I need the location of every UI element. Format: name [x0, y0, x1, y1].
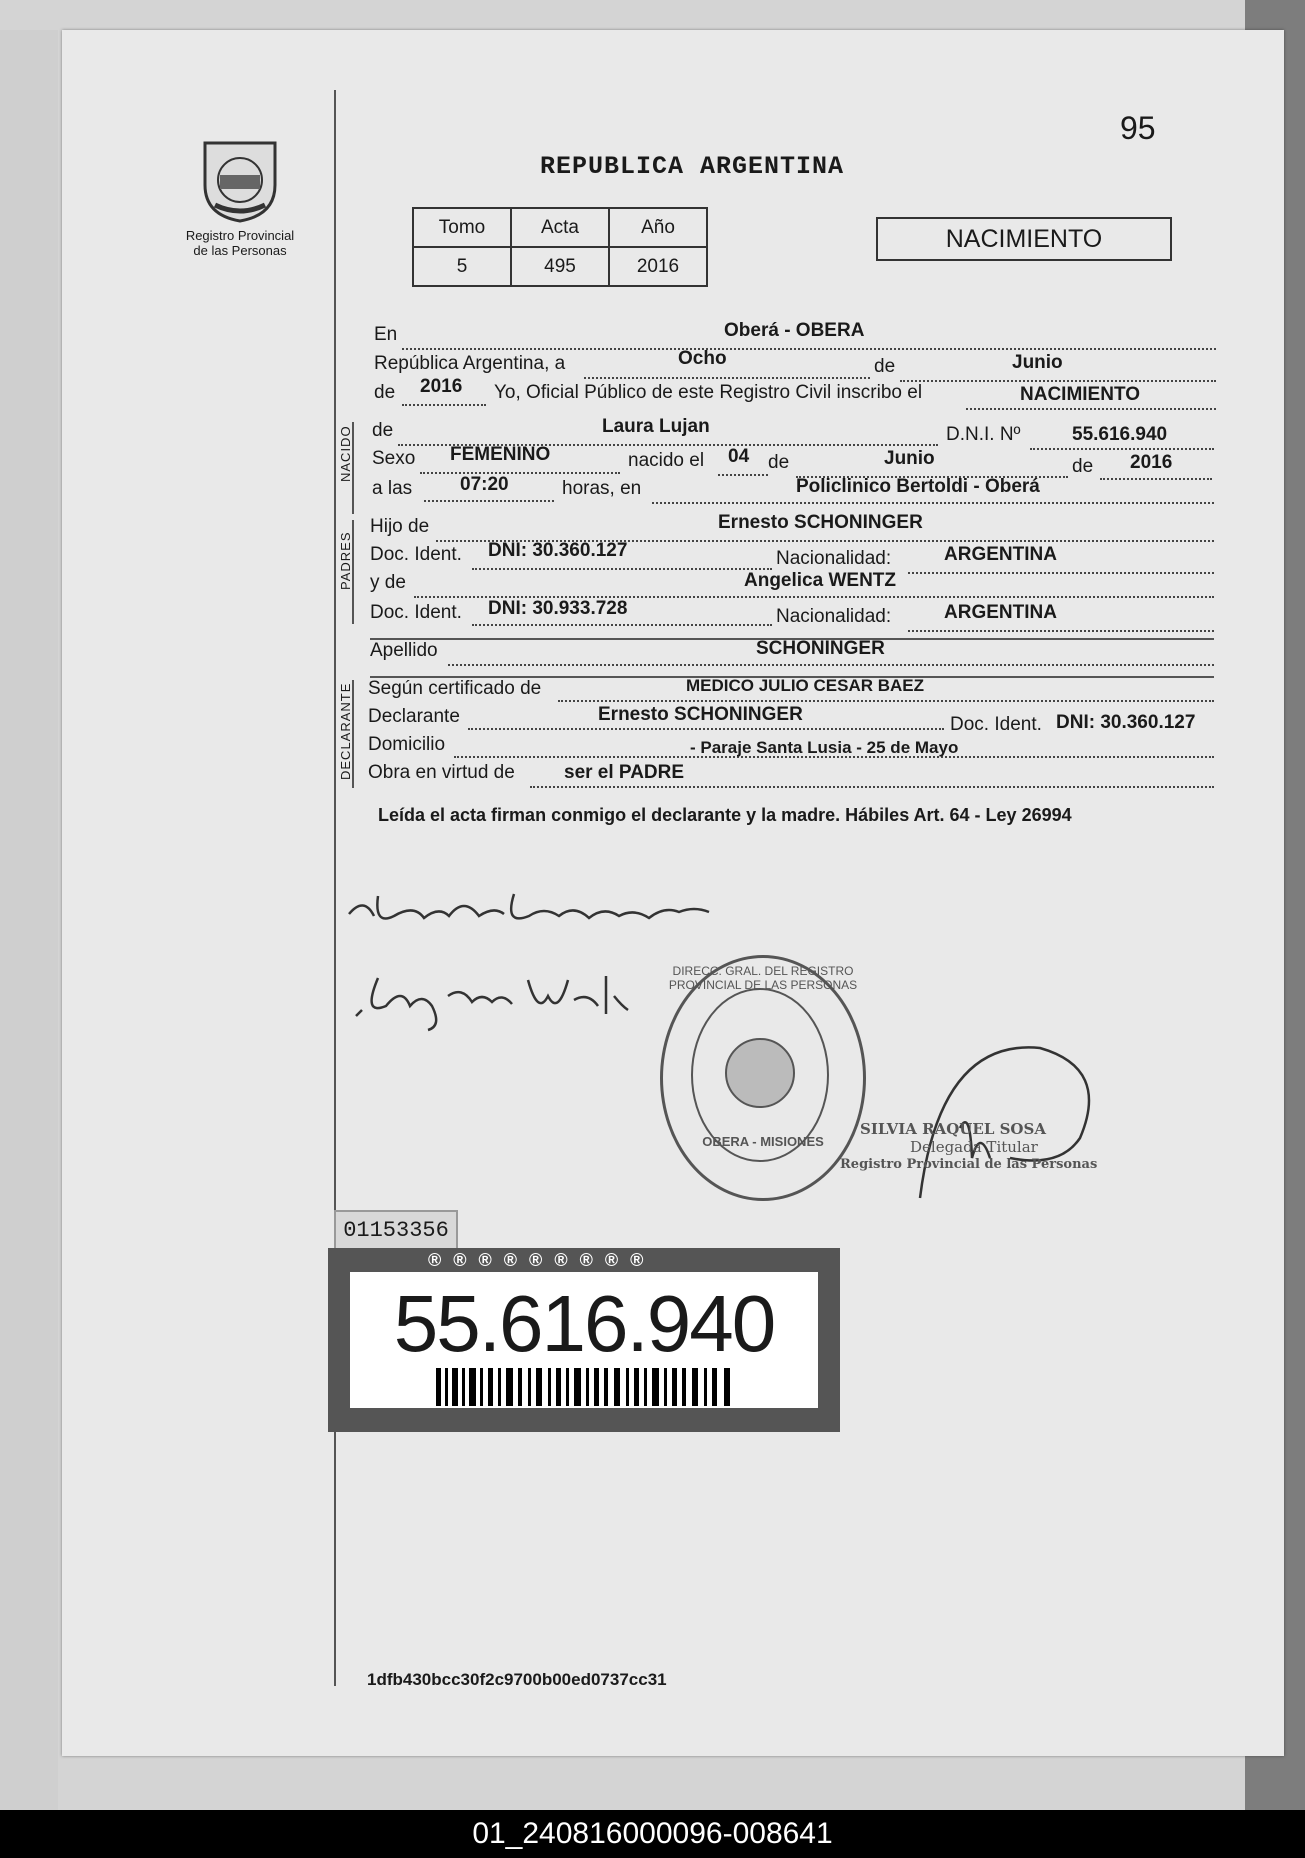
dni-label: D.N.I. Nº — [946, 424, 1021, 445]
registry-table — [412, 207, 708, 287]
dotted-line — [1030, 448, 1214, 450]
declarant-name: Ernesto SCHONINGER — [598, 704, 803, 725]
dotted-line — [530, 786, 1214, 788]
dotted-line — [900, 380, 1216, 382]
underlying-page-edge — [0, 30, 58, 1810]
dotted-line — [558, 700, 1214, 702]
sexo-value: FEMENINO — [450, 444, 551, 465]
document-title: REPUBLICA ARGENTINA — [540, 152, 845, 181]
tomo-value: 5 — [413, 247, 511, 286]
republica-label: República Argentina, a — [374, 353, 566, 374]
birth-place: Policlinico Bertoldi - Oberá — [796, 476, 1040, 497]
doc-label: Doc. Ident. — [370, 544, 462, 565]
birth-day: 04 — [728, 446, 750, 467]
dotted-line — [908, 572, 1214, 574]
father-doc: DNI: 30.360.127 — [488, 540, 628, 561]
serial-number: 01153356 — [334, 1210, 458, 1252]
dom-label: Domicilio — [368, 734, 446, 755]
doc-label: Doc. Ident. — [950, 714, 1042, 735]
stamp-center-text: OBERA - MISIONES — [702, 1134, 824, 1149]
mother-doc: DNI: 30.933.728 — [488, 598, 628, 619]
horas-label: horas, en — [562, 478, 642, 499]
birth-year: 2016 — [1130, 452, 1173, 473]
birth-time: 07:20 — [460, 474, 509, 495]
dotted-line — [652, 502, 1214, 504]
dotted-line — [472, 568, 772, 570]
dotted-line — [908, 630, 1214, 632]
anio-header: Año — [609, 208, 707, 247]
margin-line — [334, 90, 336, 1686]
dotted-line — [1100, 478, 1212, 480]
de-label: de — [768, 452, 790, 473]
barcode-card — [350, 1272, 818, 1408]
anio-value: 2016 — [609, 247, 707, 286]
cert-label: Según certificado de — [368, 678, 542, 699]
barcode-dni: 55.616.940 — [393, 1279, 775, 1368]
apellido-value: SCHONINGER — [756, 638, 885, 659]
oficial-text: Yo, Oficial Público de este Registro Civil inscribo el — [494, 382, 923, 403]
record-value: NACIMIENTO — [1020, 384, 1140, 405]
acta-value: 495 — [511, 247, 609, 286]
document-hash: 1dfb430bcc30f2c9700b00ed0737cc31 — [367, 1670, 667, 1689]
registry-logo — [180, 135, 300, 258]
dotted-line — [448, 664, 1214, 666]
scan-footer-id: 01_240816000096-008641 — [0, 1810, 1305, 1858]
dotted-line — [424, 500, 554, 502]
father-name: Ernesto SCHONINGER — [718, 512, 923, 533]
year-value: 2016 — [420, 376, 463, 397]
domicilio-value: - Paraje Santa Lusia - 25 de Mayo — [690, 738, 959, 757]
dotted-line — [584, 377, 870, 379]
security-strip: ®®®®®®®®® — [428, 1250, 656, 1270]
father-nationality: ARGENTINA — [944, 544, 1057, 565]
nacido-label: nacido el — [628, 450, 705, 471]
record-type-box: NACIMIENTO — [876, 217, 1172, 261]
sexo-label: Sexo — [372, 448, 416, 469]
page-number: 95 — [1120, 110, 1156, 146]
legal-text: Leída el acta firman conmigo el declarante y la madre. Hábiles Art. 64 - Ley 26994 — [378, 805, 1072, 825]
obra-value: ser el PADRE — [564, 762, 685, 783]
logo-caption: Registro Provincial de las Personas — [185, 228, 295, 258]
declarant-doc: DNI: 30.360.127 — [1056, 712, 1196, 733]
dotted-line — [402, 348, 1216, 350]
apellido-label: Apellido — [370, 640, 438, 661]
signature-father-mark — [344, 886, 714, 936]
stamp-ring-text: DIRECC. GRAL. DEL REGISTRO PROVINCIAL DE LAS PERSONAS — [668, 964, 858, 992]
de-label: de — [1072, 456, 1094, 477]
mother-nationality: ARGENTINA — [944, 602, 1057, 623]
official-signature-mark — [880, 1018, 1100, 1208]
cert-value: MEDICO JULIO CESAR BAEZ — [686, 676, 925, 695]
declarante-side-label: DECLARANTE — [338, 682, 353, 780]
nac-label: Nacionalidad: — [776, 606, 892, 627]
mother-name: Angelica WENTZ — [744, 570, 897, 591]
nac-label: Nacionalidad: — [776, 548, 892, 569]
dotted-line — [966, 408, 1216, 410]
child-dni: 55.616.940 — [1072, 424, 1168, 445]
official-role: Delegada Titular — [910, 1138, 1038, 1156]
dotted-line — [472, 624, 772, 626]
barcode-icon — [436, 1368, 736, 1406]
de-label: de — [874, 356, 896, 377]
en-label: En — [374, 324, 398, 345]
official-name: SILVIA RAQUEL SOSA — [860, 1120, 1046, 1138]
hijo-label: Hijo de — [370, 516, 430, 537]
alas-label: a las — [372, 478, 413, 499]
day-value: Ocho — [678, 348, 727, 369]
acta-header: Acta — [511, 208, 609, 247]
month-value: Junio — [1012, 352, 1063, 373]
official-stamp — [660, 955, 866, 1201]
de2-label: de — [374, 382, 396, 403]
decl-label: Declarante — [368, 706, 460, 727]
padres-side-label: PADRES — [338, 531, 353, 590]
misiones-seal-icon — [195, 135, 285, 225]
dotted-line — [420, 472, 620, 474]
nacido-side-label: NACIDO — [338, 425, 353, 482]
doc-label: Doc. Ident. — [370, 602, 462, 623]
official-block — [840, 1120, 1098, 1174]
place-value: Oberá - OBERA — [724, 320, 865, 341]
yde-label: y de — [370, 572, 406, 593]
dotted-line — [468, 728, 944, 730]
tomo-header: Tomo — [413, 208, 511, 247]
signature-mother-mark — [352, 966, 632, 1036]
dotted-line — [718, 474, 768, 476]
signature-mother — [352, 966, 632, 1045]
signature-father — [344, 886, 714, 945]
official-office: Registro Provincial de las Personas — [840, 1157, 1098, 1172]
obra-label: Obra en virtud de — [368, 762, 515, 783]
birth-month: Junio — [884, 448, 935, 469]
child-name: Laura Lujan — [602, 416, 710, 437]
de-label: de — [372, 420, 394, 441]
dotted-line — [402, 404, 486, 406]
